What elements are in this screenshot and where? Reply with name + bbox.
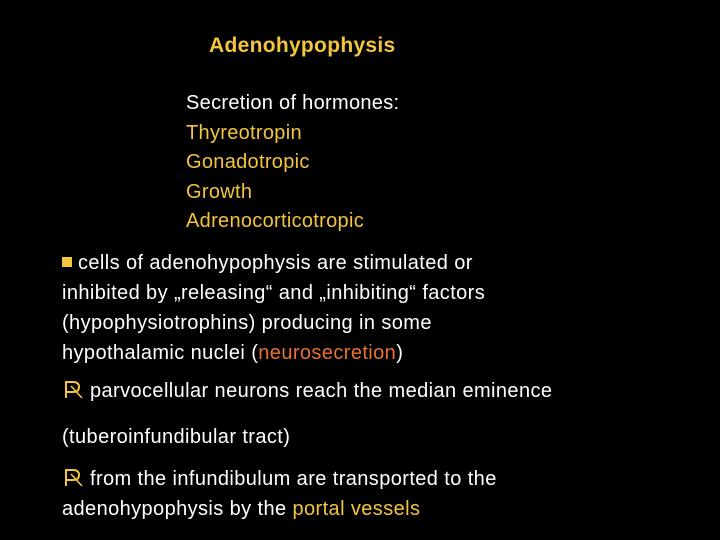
paragraph-line-text: ) bbox=[396, 342, 404, 364]
paragraph-line-text: from the infundibulum are transported to the bbox=[90, 468, 497, 490]
paragraph-adenohypophysis-cells bbox=[62, 248, 485, 368]
paragraph-line: inhibited by „releasing“ and „inhibiting“ factors bbox=[62, 282, 486, 304]
neurosecretion-highlight: neurosecretion bbox=[258, 342, 397, 364]
paragraph-line: (hypophysiotrophins) producing in some bbox=[62, 312, 432, 334]
hormone-list bbox=[186, 89, 399, 237]
paragraph-line-text: cells of adenohypophysis are stimulated or bbox=[78, 252, 473, 274]
paragraph-line-text: hypothalamic nuclei ( bbox=[62, 342, 259, 364]
paragraph-text: parvocellular neurons reach the median eminence bbox=[90, 380, 553, 402]
hormone-item: Gonadotropic bbox=[186, 151, 310, 173]
paragraph-parvocellular bbox=[62, 376, 552, 406]
paragraph-line bbox=[62, 464, 497, 494]
paragraph-line bbox=[62, 338, 485, 368]
paragraph-tract: (tuberoinfundibular tract) bbox=[62, 426, 291, 448]
paragraph-line-text: adenohypophysis by the bbox=[62, 498, 293, 520]
slide-title: Adenohypophysis bbox=[209, 34, 396, 57]
pilcrow-bullet-icon bbox=[62, 466, 84, 488]
hormone-item: Growth bbox=[186, 180, 253, 203]
paragraph-line bbox=[62, 248, 485, 278]
hormone-item: Thyreotropin bbox=[186, 121, 302, 144]
pilcrow-bullet-icon bbox=[62, 378, 84, 400]
paragraph-portal-vessels bbox=[62, 464, 497, 524]
paragraph-line bbox=[62, 494, 497, 524]
hormone-item: Adrenocorticotropic bbox=[186, 210, 365, 232]
hormone-list-heading: Secretion of hormones: bbox=[186, 92, 400, 114]
portal-vessels-highlight: portal vessels bbox=[292, 498, 421, 520]
square-bullet-icon bbox=[62, 257, 72, 267]
